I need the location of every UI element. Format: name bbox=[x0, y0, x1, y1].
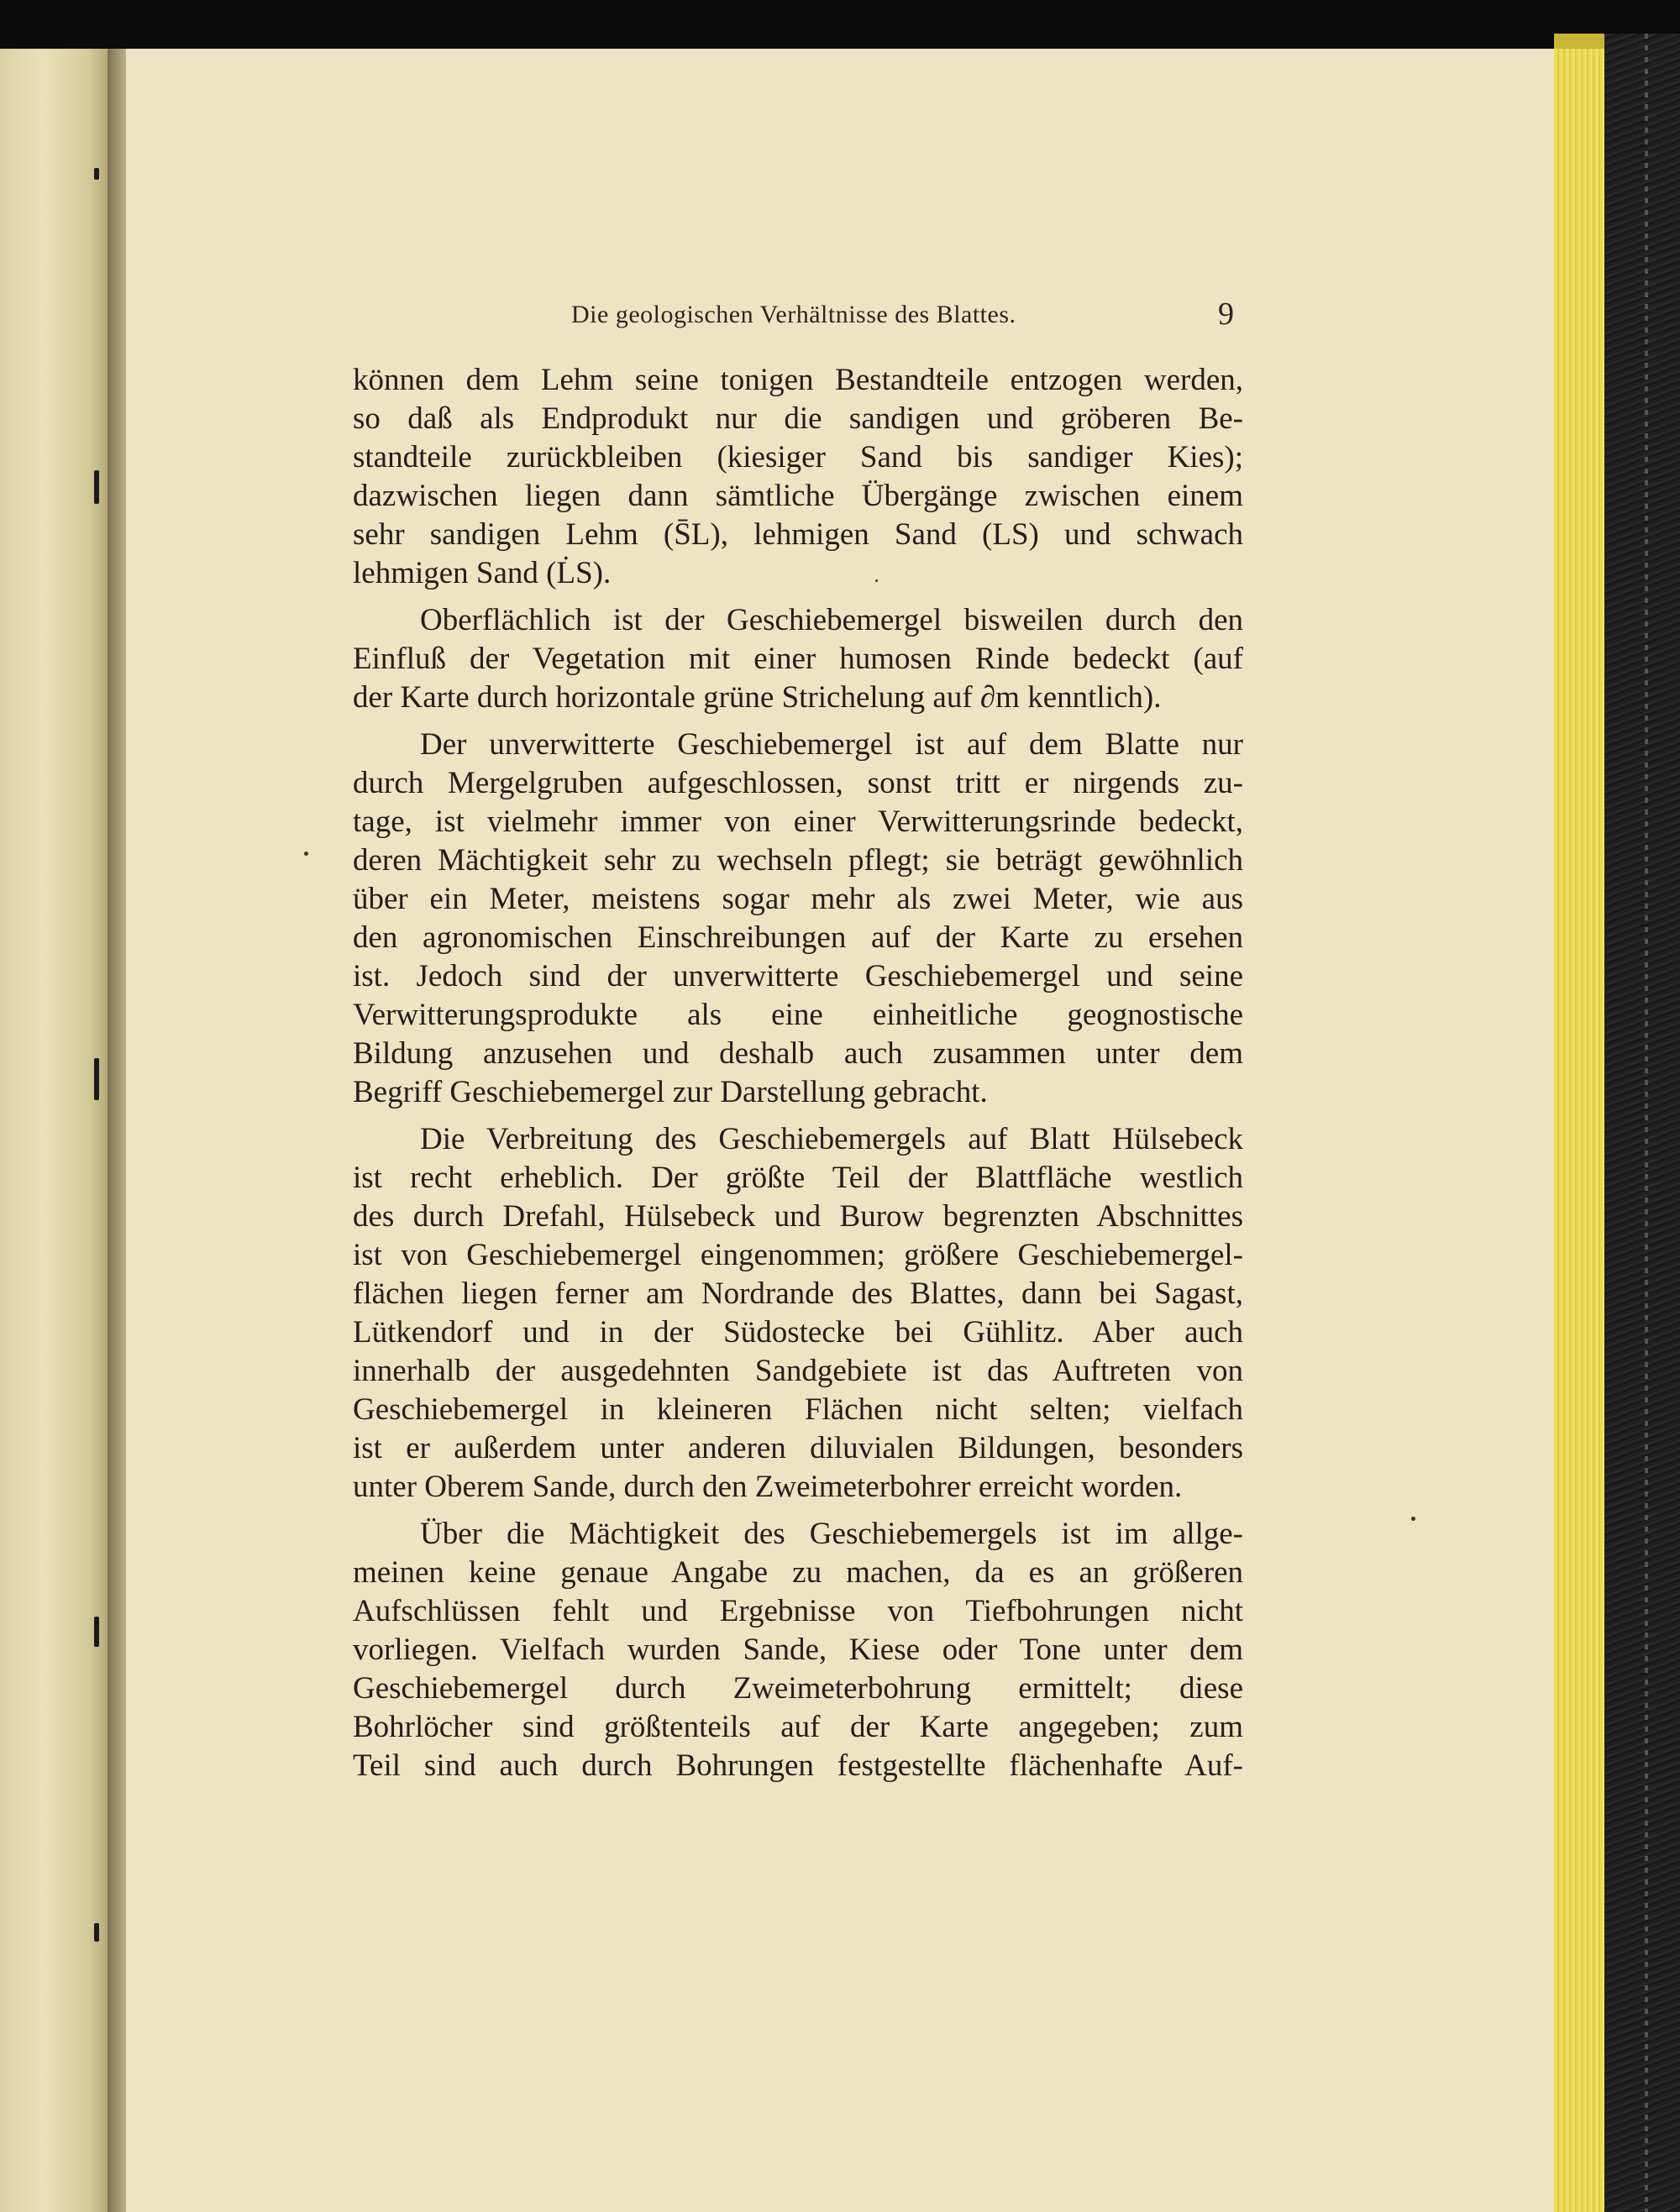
text-line: durch Mergelgruben aufgeschlossen, sonst tritt er nirgends zu- bbox=[353, 766, 1243, 800]
paper-speck bbox=[304, 852, 308, 856]
text-line: Die Verbreitung des Geschiebemergels auf Blatt Hülsebeck bbox=[420, 1122, 1243, 1156]
running-head: Die geologischen Verhältnisse des Blattes. bbox=[571, 301, 1016, 328]
text-line: Geschiebemergel in kleineren Flächen nicht selten; vielfach bbox=[353, 1392, 1243, 1427]
text-line: Bohrlöcher sind größtenteils auf der Karte angegeben; zum bbox=[353, 1710, 1243, 1744]
text-line: ist er außerdem unter anderen diluvialen Bildungen, besonders bbox=[353, 1431, 1243, 1465]
text-line: innerhalb der ausgedehnten Sandgebiete ist das Auftreten von bbox=[353, 1354, 1243, 1388]
text-line: der Karte durch horizontale grüne Strichelung auf ∂m kenntlich). bbox=[353, 680, 1162, 715]
text-line: vorliegen. Vielfach wurden Sande, Kiese oder Tone unter dem bbox=[353, 1633, 1243, 1667]
previous-page-edge bbox=[0, 49, 108, 2212]
previous-page-text-marks bbox=[94, 160, 101, 2007]
text-line: Geschiebemergel durch Zweimeterbohrung ermittelt; diese bbox=[353, 1671, 1243, 1706]
text-line: tage, ist vielmehr immer von einer Verwitterungsrinde bedeckt, bbox=[353, 805, 1243, 839]
text-line: standteile zurückbleiben (kiesiger Sand bis sandiger Kies); bbox=[353, 440, 1243, 474]
body-text bbox=[353, 361, 1243, 1785]
page-number: 9 bbox=[1218, 296, 1234, 332]
text-line: lehmigen Sand (L̇S). bbox=[353, 556, 612, 590]
text-line: können dem Lehm seine tonigen Bestandteile entzogen werden, bbox=[353, 363, 1243, 397]
paragraph-4 bbox=[353, 1120, 1243, 1507]
text-line: Teil sind auch durch Bohrungen festgestellte flächenhafte Auf- bbox=[353, 1748, 1243, 1783]
page-edges bbox=[1554, 49, 1604, 2212]
text-line: Begriff Geschiebemergel zur Darstellung gebracht. bbox=[353, 1075, 988, 1109]
text-line: deren Mächtigkeit sehr zu wechseln pflegt; sie beträgt gewöhnlich bbox=[353, 843, 1243, 878]
book-cover bbox=[1604, 34, 1680, 2212]
text-line: ist recht erheblich. Der größte Teil der Blattfläche westlich bbox=[353, 1161, 1243, 1195]
text-line: Verwitterungsprodukte als eine einheitliche geognostische bbox=[353, 998, 1243, 1032]
text-line: ist. Jedoch sind der unverwitterte Geschiebemergel und seine bbox=[353, 959, 1243, 993]
text-line: meinen keine genaue Angabe zu machen, da es an größeren bbox=[353, 1555, 1243, 1590]
text-line: Einfluß der Vegetation mit einer humosen Rinde bedeckt (auf bbox=[353, 642, 1243, 676]
text-line: unter Oberem Sande, durch den Zweimeterbohrer erreicht worden. bbox=[353, 1470, 1183, 1504]
text-line: dazwischen liegen dann sämtliche Übergänge zwischen einem bbox=[353, 479, 1243, 513]
text-line: Der unverwitterte Geschiebemergel ist auf dem Blatte nur bbox=[420, 727, 1243, 762]
text-line: flächen liegen ferner am Nordrande des Blattes, dann bei Sagast, bbox=[353, 1276, 1243, 1311]
paragraph-5 bbox=[353, 1515, 1243, 1785]
paper-speck bbox=[1411, 1517, 1415, 1521]
text-line: den agronomischen Einschreibungen auf der Karte zu ersehen bbox=[353, 920, 1243, 955]
text-line: über ein Meter, meistens sogar mehr als zwei Meter, wie aus bbox=[353, 882, 1243, 916]
paragraph-3 bbox=[353, 726, 1243, 1112]
text-line: Aufschlüssen fehlt und Ergebnisse von Tiefbohrungen nicht bbox=[353, 1594, 1243, 1628]
paragraph-2 bbox=[353, 601, 1243, 717]
text-line: Oberflächlich ist der Geschiebemergel bisweilen durch den bbox=[420, 603, 1243, 637]
text-line: so daß als Endprodukt nur die sandigen und gröberen Be- bbox=[353, 401, 1243, 436]
text-line: Über die Mächtigkeit des Geschiebemergels ist im allge- bbox=[420, 1517, 1243, 1551]
paragraph-1 bbox=[353, 361, 1243, 593]
paper-speck bbox=[875, 579, 878, 582]
text-line: des durch Drefahl, Hülsebeck und Burow begrenzten Abschnittes bbox=[353, 1199, 1243, 1234]
text-line: Bildung anzusehen und deshalb auch zusammen unter dem bbox=[353, 1036, 1243, 1071]
text-line: sehr sandigen Lehm (S̄L), lehmigen Sand (LS) und schwach bbox=[353, 517, 1243, 552]
text-line: ist von Geschiebemergel eingenommen; größere Geschiebemergel- bbox=[353, 1238, 1243, 1272]
cover-stitching bbox=[1645, 34, 1648, 2212]
text-line: Lütkendorf und in der Südostecke bei Gühlitz. Aber auch bbox=[353, 1315, 1243, 1350]
